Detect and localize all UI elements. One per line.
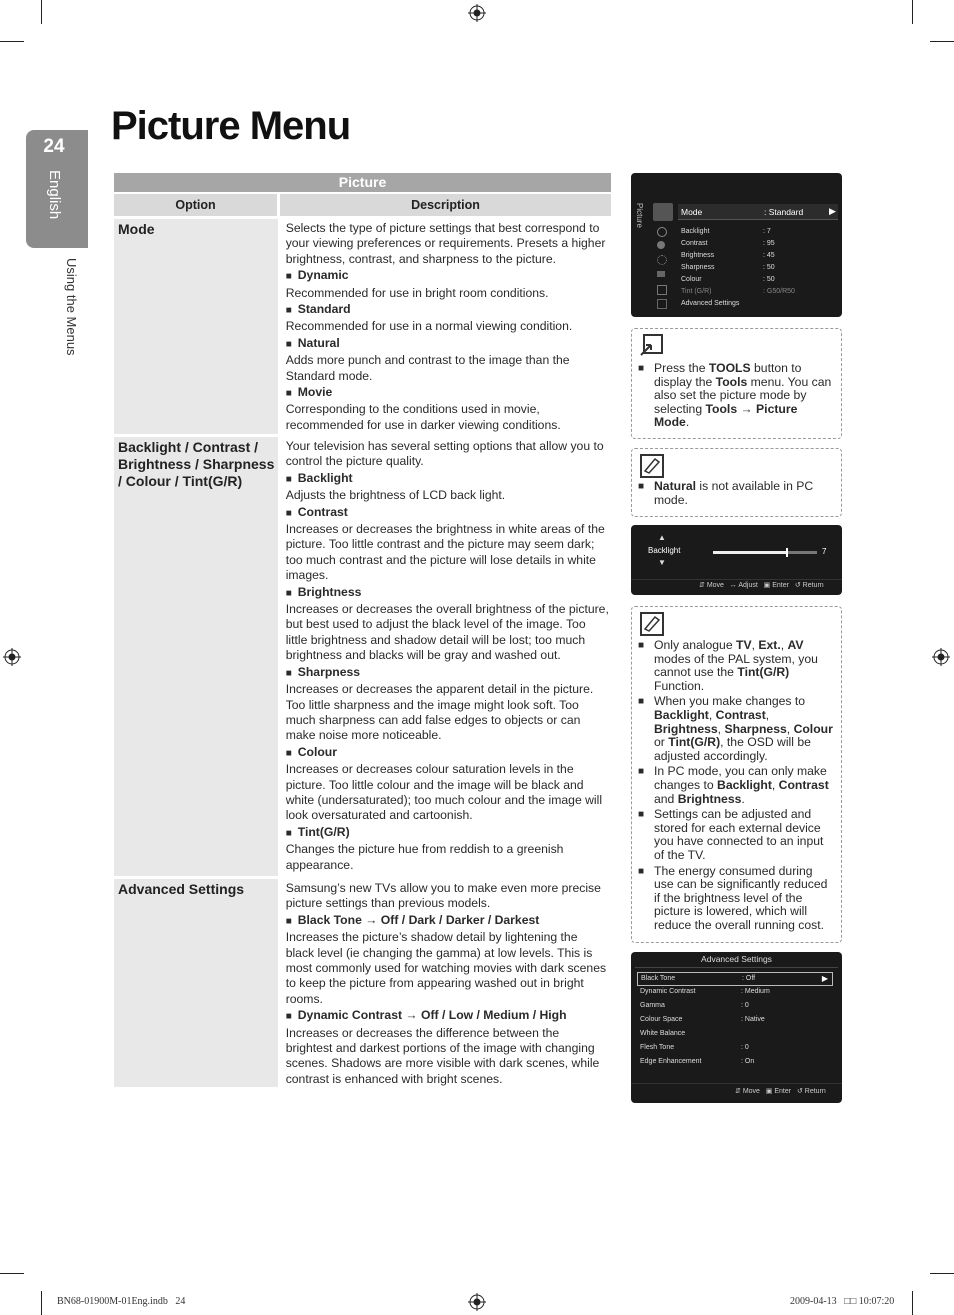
osd-item-label: Flesh Tone [640, 1044, 675, 1051]
osd-item-value: : 95 [763, 240, 775, 247]
setting-name: ■ Standard [286, 302, 609, 318]
setting-name: ■ Black Tone → Off / Dark / Darker / Darkest [286, 913, 609, 929]
crop-mark [41, 1291, 42, 1315]
footer-file-info: BN68-01900M-01Eng.indb 24 [57, 1296, 186, 1307]
backlight-slider-fill [713, 551, 786, 554]
application-icon [657, 285, 667, 295]
column-header-option: Option [114, 194, 277, 216]
note-item: ■ In PC mode, you can only make changes to Backlight, Contrast and Brightness. [632, 765, 835, 806]
note-item: ■ Settings can be adjusted and stored for each external device you have connected to an input of the TV. [632, 808, 835, 862]
enter-icon: ▣ [765, 1088, 773, 1095]
osd-menu-item[interactable] [637, 1056, 833, 1070]
osd-item-value: : 50 [763, 264, 775, 271]
input-icon [657, 271, 665, 277]
description-intro: Samsung’s new TVs allow you to make even more precise picture settings than previous models. [285, 881, 601, 911]
osd-item-label: Colour [681, 276, 702, 283]
osd-item-label: Edge Enhancement [640, 1058, 702, 1065]
setting-name: ■ Sharpness [286, 665, 609, 681]
osd-item-value: : 0 [741, 1044, 749, 1051]
arrow-down-icon: ▼ [658, 558, 666, 567]
tools-icon [639, 333, 665, 359]
osd-item-value: : On [741, 1058, 755, 1065]
osd-advanced-settings [631, 952, 842, 1103]
option-description [281, 879, 611, 1087]
osd-backlight-footer [699, 581, 824, 589]
table-header-row [114, 194, 611, 216]
osd-menu-item[interactable] [637, 972, 833, 986]
move-icon: ⇵ [699, 582, 705, 589]
setting-name: ■ Brightness [286, 585, 609, 601]
natural-note-text: ■ Natural is not available in PC mode. [632, 480, 832, 507]
setting-description: Recommended for use in a normal viewing condition. [285, 319, 573, 334]
registration-mark-icon [468, 4, 486, 22]
note-item: ■ When you make changes to Backlight, Contrast, Brightness, Sharpness, Colour or Tint(G/R), the OSD will be adjusted accordingly. [632, 695, 835, 763]
osd-item-value: : Medium [741, 988, 770, 995]
registration-mark-icon [3, 648, 21, 666]
page-number: 24 [43, 136, 65, 157]
arrow-right-icon: ▶ [829, 206, 836, 216]
osd-menu-item[interactable] [681, 287, 836, 299]
osd-advanced-title: Advanced Settings [701, 954, 772, 964]
setting-name: ■ Movie [286, 385, 609, 401]
setting-description: Increases or decreases the difference between the brightest and darkest portions of the image with changing scenes. Shadows are more visible with dark scenes, while contrast is enhanced with bright scenes. [285, 1025, 600, 1086]
osd-item-label: White Balance [640, 1030, 686, 1037]
osd-menu-item[interactable] [637, 986, 833, 1000]
osd-item-value: : 0 [741, 1002, 749, 1009]
osd-side-label: Picture [635, 203, 644, 228]
picture-options-table [114, 173, 611, 1087]
osd-backlight-value: 7 [822, 547, 827, 556]
note-icon [639, 453, 665, 479]
osd-mode-value: : Standard [764, 207, 804, 217]
enter-icon: ▣ [763, 582, 771, 589]
setting-name: ■ Colour [286, 745, 609, 761]
setting-description: Recommended for use in bright room conditions. [285, 285, 549, 300]
footer-timestamp: 2009-04-13 □□ 10:07:20 [790, 1296, 895, 1307]
osd-item-value: : 7 [763, 228, 771, 235]
setting-description: Corresponding to the conditions used in movie, recommended for use in darker viewing conditions. [285, 402, 561, 432]
setting-name: ■ Dynamic Contrast → Off / Low / Medium / High [286, 1008, 609, 1024]
osd-divider [631, 579, 842, 580]
arrow-right-icon: ▶ [821, 974, 828, 983]
setting-description: Increases the picture’s shadow detail by lightening the black level (ie changing the gamma) at low levels. This is most commonly used for watching movies with dark scenes to keep the picture from appearing washed out in bright rooms. [285, 930, 607, 1006]
arrow-up-icon: ▲ [658, 533, 666, 542]
osd-item-label: Advanced Settings [681, 300, 740, 307]
option-name: Advanced Settings [114, 879, 278, 1087]
osd-menu-item[interactable] [637, 1028, 833, 1042]
osd-menu-item[interactable] [681, 239, 836, 251]
table-row [114, 219, 611, 434]
osd-menu-item[interactable] [637, 1000, 833, 1014]
description-intro: Selects the type of picture settings that best correspond to your viewing preferences or requirements. Presets a higher brightness, contrast, and sharpness to the picture. [285, 221, 606, 266]
tools-note [631, 328, 842, 439]
osd-item-label: Brightness [681, 252, 715, 259]
channel-icon [657, 241, 665, 249]
table-body [114, 219, 611, 1087]
setting-name: ■ Dynamic [286, 268, 609, 284]
description-intro: Your television has several setting options that allow you to control the picture quality. [285, 439, 604, 469]
crop-mark [0, 41, 24, 42]
registration-mark-icon [932, 648, 950, 666]
osd-menu-item[interactable] [681, 251, 836, 263]
setting-description: Adjusts the brightness of LCD back light. [285, 488, 506, 503]
osd-menu-item[interactable] [681, 299, 836, 311]
osd-item-value: : 45 [763, 252, 775, 259]
natural-note [631, 448, 842, 517]
note-item: ■ Only analogue TV, Ext., AV modes of the PAL system, you cannot use the Tint(G/R) Function. [632, 639, 835, 693]
footer-move: Move [706, 582, 724, 589]
osd-item-label: Tint (G/R) [681, 288, 712, 295]
osd-item-label: Sharpness [681, 264, 715, 271]
crop-mark [930, 41, 954, 42]
osd-divider [631, 1083, 842, 1084]
osd-item-label: Black Tone [641, 975, 676, 982]
adjust-icon: ↔ [729, 582, 737, 589]
backlight-slider[interactable] [713, 551, 817, 554]
osd-item-label: Gamma [640, 1002, 665, 1009]
return-icon: ↺ [796, 1088, 803, 1095]
table-row [114, 437, 611, 876]
tools-note-text: ■ Press the TOOLS button to display the Tools menu. You can also set the picture mode by selecting Tools → Picture Mode. [632, 362, 832, 430]
option-description [281, 437, 611, 876]
note-icon [639, 611, 665, 637]
osd-menu-item[interactable] [637, 1014, 833, 1028]
registration-mark-icon [468, 1293, 486, 1311]
setting-description: Increases or decreases the apparent detail in the picture. Too little sharpness and the image might look soft. Too much sharpness can add false edges to objects or can make noise more noticeable. [285, 682, 594, 743]
note-item: ■ The energy consumed during use can be significantly reduced if the brightness level of the picture is lowered, which will reduce the overall running cost. [632, 865, 835, 933]
osd-mode-label: Mode [681, 207, 703, 217]
footer-enter: Enter [774, 1088, 792, 1095]
setting-name: ■ Contrast [286, 505, 609, 521]
footer-move: Move [742, 1088, 760, 1095]
footer-adjust: Adjust [738, 582, 758, 589]
osd-mode-row[interactable] [678, 204, 838, 220]
option-name: Mode [114, 219, 278, 434]
crop-mark [41, 0, 42, 24]
osd-item-value: : G50/R50 [763, 288, 795, 295]
osd-backlight-label: Backlight [648, 546, 681, 555]
language-label: English [46, 170, 63, 220]
setup-icon [657, 255, 667, 265]
osd-picture-menu [631, 173, 842, 317]
footer-return: Return [804, 1088, 826, 1095]
setting-name: ■ Backlight [286, 471, 609, 487]
footer-return: Return [802, 582, 824, 589]
osd-item-label: Backlight [681, 228, 710, 235]
osd-divider [635, 967, 838, 968]
option-description [281, 219, 611, 434]
setting-name: ■ Tint(G/R) [286, 825, 609, 841]
setting-description: Increases or decreases colour saturation levels in the picture. Too little colour and the image will be black and white (undersaturated); too much colour and the image will look oversaturated and cartoonish. [285, 762, 603, 823]
table-row [114, 879, 611, 1087]
osd-item-label: Colour Space [640, 1016, 683, 1023]
osd-item-value: : 50 [763, 276, 775, 283]
table-caption: Picture [114, 173, 611, 192]
setting-name: ■ Natural [286, 336, 609, 352]
section-label: Using the Menus [64, 258, 79, 356]
osd-backlight-adjust [631, 525, 842, 595]
setting-description: Increases or decreases the brightness in white areas of the picture. Too little contrast and the picture may seem dark; too much contrast and the picture will lose details in white images. [285, 522, 605, 583]
return-icon: ↺ [794, 582, 801, 589]
sound-icon [657, 227, 667, 237]
osd-menu-item[interactable] [681, 263, 836, 275]
osd-advanced-rows [637, 972, 833, 1070]
backlight-slider-handle[interactable] [786, 548, 788, 557]
osd-menu-item[interactable] [681, 275, 836, 287]
osd-picture-rows [681, 227, 836, 311]
option-name: Backlight / Contrast / Brightness / Sharpness / Colour / Tint(G/R) [114, 437, 278, 876]
setting-description: Adds more punch and contrast to the image than the Standard mode. [285, 353, 570, 383]
support-icon [657, 299, 667, 309]
crop-mark [912, 0, 913, 24]
osd-menu-item[interactable] [637, 1042, 833, 1056]
move-icon: ⇵ [735, 1088, 741, 1095]
osd-item-value: : Native [741, 1016, 765, 1023]
osd-item-label: Dynamic Contrast [640, 988, 696, 995]
setting-description: Increases or decreases the overall brightness of the picture, but best used to adjust the black level of the image. Too little brightness and shadow detail will be lost; too much brightness and blacks will be gray and washed out. [285, 602, 609, 663]
side-tab [26, 130, 88, 248]
crop-mark [912, 1291, 913, 1315]
picture-notes [631, 606, 842, 943]
picture-icon [653, 203, 673, 221]
crop-mark [0, 1273, 24, 1274]
setting-description: Changes the picture hue from reddish to a greenish appearance. [285, 842, 564, 872]
footer-enter: Enter [772, 582, 789, 589]
page-title: Picture Menu [111, 104, 351, 148]
column-header-description: Description [280, 194, 611, 216]
osd-menu-item[interactable] [681, 227, 836, 239]
crop-mark [930, 1273, 954, 1274]
osd-advanced-footer [735, 1087, 826, 1095]
osd-item-label: Contrast [681, 240, 708, 247]
osd-item-value: : Off [742, 975, 756, 982]
